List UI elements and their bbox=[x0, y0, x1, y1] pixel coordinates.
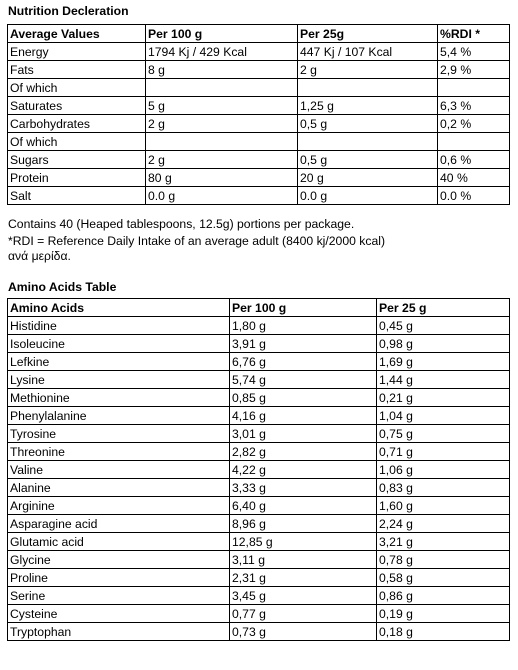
nutrition-row bbox=[8, 79, 510, 97]
amino-row-cell: 4,16 g bbox=[230, 407, 377, 425]
amino-row-cell: Isoleucine bbox=[8, 335, 230, 353]
nutrition-row-cell: Of which bbox=[8, 79, 146, 97]
amino-row bbox=[8, 407, 510, 425]
amino-row bbox=[8, 461, 510, 479]
amino-row-cell: Lysine bbox=[8, 371, 230, 389]
amino-row-cell: 5,74 g bbox=[230, 371, 377, 389]
nutrition-row bbox=[8, 151, 510, 169]
amino-row bbox=[8, 551, 510, 569]
nutrition-row-cell: 0,6 % bbox=[438, 151, 510, 169]
amino-row-cell: Cysteine bbox=[8, 605, 230, 623]
amino-row-cell: Histidine bbox=[8, 317, 230, 335]
header-amino-acids: Amino Acids bbox=[8, 299, 230, 317]
nutrition-row-cell: Salt bbox=[8, 187, 146, 205]
amino-row bbox=[8, 569, 510, 587]
amino-row bbox=[8, 425, 510, 443]
amino-row-cell: 6,76 g bbox=[230, 353, 377, 371]
amino-row-cell: Threonine bbox=[8, 443, 230, 461]
amino-row-cell: 1,44 g bbox=[377, 371, 510, 389]
amino-row-cell: Alanine bbox=[8, 479, 230, 497]
amino-row-cell: 1,60 g bbox=[377, 497, 510, 515]
nutrition-row bbox=[8, 43, 510, 61]
amino-row-cell: 0,18 g bbox=[377, 623, 510, 641]
amino-row-cell: 8,96 g bbox=[230, 515, 377, 533]
amino-row-cell: Glycine bbox=[8, 551, 230, 569]
amino-row-cell: 3,45 g bbox=[230, 587, 377, 605]
amino-row-cell: 0,85 g bbox=[230, 389, 377, 407]
amino-row-cell: 0,58 g bbox=[377, 569, 510, 587]
amino-row-cell: 6,40 g bbox=[230, 497, 377, 515]
amino-row bbox=[8, 515, 510, 533]
amino-row-cell: 0,21 g bbox=[377, 389, 510, 407]
nutrition-row-cell: Of which bbox=[8, 133, 146, 151]
nutrition-row-cell: 447 Kj / 107 Kcal bbox=[298, 43, 438, 61]
nutrition-row-cell: Saturates bbox=[8, 97, 146, 115]
nutrition-row-cell: 0.0 % bbox=[438, 187, 510, 205]
nutrition-row-cell: Protein bbox=[8, 169, 146, 187]
nutrition-row-cell: 0.0 g bbox=[146, 187, 298, 205]
nutrition-row-cell: Fats bbox=[8, 61, 146, 79]
per-serving-note: ανά μερίδα. bbox=[8, 249, 71, 263]
header-average-values: Average Values bbox=[8, 25, 146, 43]
amino-row bbox=[8, 479, 510, 497]
amino-row bbox=[8, 533, 510, 551]
amino-row-cell: Proline bbox=[8, 569, 230, 587]
nutrition-row-cell bbox=[438, 79, 510, 97]
amino-title: Amino Acids Table bbox=[8, 280, 117, 294]
portions-note: Contains 40 (Heaped tablespoons, 12.5g) portions per package. bbox=[8, 217, 355, 231]
nutrition-row-cell bbox=[438, 133, 510, 151]
amino-row bbox=[8, 497, 510, 515]
nutrition-row-cell: 5 g bbox=[146, 97, 298, 115]
nutrition-header-row bbox=[8, 25, 510, 43]
amino-row-cell: 0,19 g bbox=[377, 605, 510, 623]
header-amino-per-100g: Per 100 g bbox=[230, 299, 377, 317]
amino-row-cell: 0,71 g bbox=[377, 443, 510, 461]
nutrition-row-cell: 1794 Kj / 429 Kcal bbox=[146, 43, 298, 61]
amino-row bbox=[8, 371, 510, 389]
nutrition-row-cell: Sugars bbox=[8, 151, 146, 169]
amino-row-cell: 0,45 g bbox=[377, 317, 510, 335]
amino-row-cell: Tyrosine bbox=[8, 425, 230, 443]
amino-row-cell: 12,85 g bbox=[230, 533, 377, 551]
amino-row-cell: 0,73 g bbox=[230, 623, 377, 641]
amino-row-cell: 3,33 g bbox=[230, 479, 377, 497]
header-per-25g: Per 25g bbox=[298, 25, 438, 43]
amino-row-cell: 3,11 g bbox=[230, 551, 377, 569]
nutrition-row bbox=[8, 169, 510, 187]
nutrition-row-cell: 2 g bbox=[298, 61, 438, 79]
nutrition-row bbox=[8, 133, 510, 151]
nutrition-row-cell: 0,5 g bbox=[298, 151, 438, 169]
amino-row-cell: Glutamic acid bbox=[8, 533, 230, 551]
amino-row-cell: Methionine bbox=[8, 389, 230, 407]
nutrition-row-cell: 2 g bbox=[146, 115, 298, 133]
amino-table bbox=[7, 298, 510, 641]
amino-row-cell: 4,22 g bbox=[230, 461, 377, 479]
nutrition-row-cell: Carbohydrates bbox=[8, 115, 146, 133]
nutrition-row-cell bbox=[146, 79, 298, 97]
amino-row-cell: 3,01 g bbox=[230, 425, 377, 443]
rdi-note: *RDI = Reference Daily Intake of an average adult (8400 kj/2000 kcal) bbox=[8, 234, 386, 248]
nutrition-row-cell: 0,5 g bbox=[298, 115, 438, 133]
nutrition-row-cell: Energy bbox=[8, 43, 146, 61]
header-per-100g: Per 100 g bbox=[146, 25, 298, 43]
amino-row-cell: 3,91 g bbox=[230, 335, 377, 353]
nutrition-row-cell: 6,3 % bbox=[438, 97, 510, 115]
nutrition-title: Nutrition Decleration bbox=[8, 4, 129, 18]
header-amino-per-25g: Per 25 g bbox=[377, 299, 510, 317]
amino-row-cell: Tryptophan bbox=[8, 623, 230, 641]
nutrition-row-cell: 80 g bbox=[146, 169, 298, 187]
nutrition-row bbox=[8, 97, 510, 115]
amino-row-cell: 1,69 g bbox=[377, 353, 510, 371]
amino-header-row bbox=[8, 299, 510, 317]
nutrition-row-cell: 5,4 % bbox=[438, 43, 510, 61]
amino-row-cell: Asparagine acid bbox=[8, 515, 230, 533]
amino-row-cell: 0,98 g bbox=[377, 335, 510, 353]
amino-row-cell: 2,24 g bbox=[377, 515, 510, 533]
amino-row-cell: 1,04 g bbox=[377, 407, 510, 425]
header-rdi: %RDI * bbox=[438, 25, 510, 43]
amino-row-cell: 0,77 g bbox=[230, 605, 377, 623]
amino-row bbox=[8, 335, 510, 353]
amino-row-cell: 0,75 g bbox=[377, 425, 510, 443]
nutrition-row-cell: 0,2 % bbox=[438, 115, 510, 133]
amino-row-cell: 0,78 g bbox=[377, 551, 510, 569]
amino-row bbox=[8, 623, 510, 641]
nutrition-row-cell: 20 g bbox=[298, 169, 438, 187]
nutrition-row bbox=[8, 61, 510, 79]
amino-row bbox=[8, 605, 510, 623]
amino-row-cell: 1,06 g bbox=[377, 461, 510, 479]
nutrition-row bbox=[8, 115, 510, 133]
nutrition-row-cell bbox=[146, 133, 298, 151]
amino-row-cell: Phenylalanine bbox=[8, 407, 230, 425]
nutrition-row-cell: 2,9 % bbox=[438, 61, 510, 79]
amino-row-cell: Valine bbox=[8, 461, 230, 479]
nutrition-row-cell: 1,25 g bbox=[298, 97, 438, 115]
amino-row-cell: Arginine bbox=[8, 497, 230, 515]
amino-row-cell: Lefkine bbox=[8, 353, 230, 371]
amino-row bbox=[8, 389, 510, 407]
amino-row-cell: 3,21 g bbox=[377, 533, 510, 551]
amino-row bbox=[8, 587, 510, 605]
amino-row-cell: 2,82 g bbox=[230, 443, 377, 461]
amino-row bbox=[8, 353, 510, 371]
amino-row-cell: 2,31 g bbox=[230, 569, 377, 587]
nutrition-row bbox=[8, 187, 510, 205]
amino-row bbox=[8, 317, 510, 335]
nutrition-table bbox=[7, 24, 510, 205]
nutrition-row-cell bbox=[298, 133, 438, 151]
amino-row bbox=[8, 443, 510, 461]
amino-row-cell: 0,86 g bbox=[377, 587, 510, 605]
nutrition-row-cell: 40 % bbox=[438, 169, 510, 187]
nutrition-row-cell bbox=[298, 79, 438, 97]
amino-row-cell: Serine bbox=[8, 587, 230, 605]
amino-row-cell: 1,80 g bbox=[230, 317, 377, 335]
nutrition-row-cell: 0.0 g bbox=[298, 187, 438, 205]
nutrition-row-cell: 8 g bbox=[146, 61, 298, 79]
nutrition-row-cell: 2 g bbox=[146, 151, 298, 169]
amino-row-cell: 0,83 g bbox=[377, 479, 510, 497]
